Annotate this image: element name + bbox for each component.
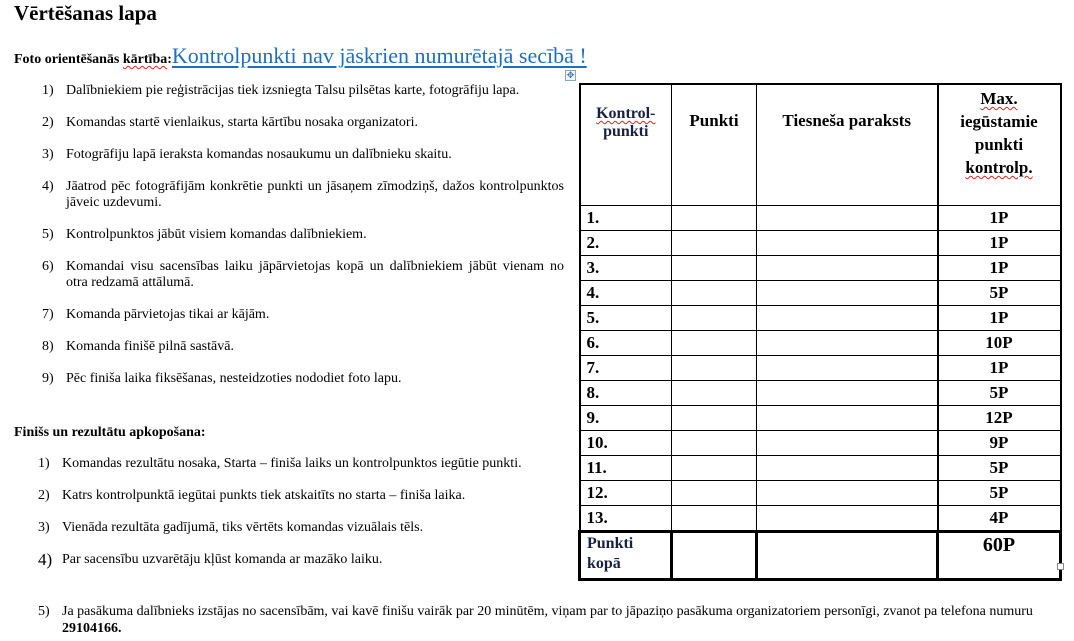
checkpoint-number: 3. [580, 256, 672, 281]
header-points: Punkti [672, 84, 757, 206]
checkpoint-number: 8. [580, 381, 672, 406]
max-points: 5P [938, 456, 1061, 481]
list-item-number: 3) [42, 147, 54, 162]
list-item [42, 83, 564, 99]
table-row [580, 506, 1061, 532]
list-item [38, 550, 564, 569]
list-item-number: 9) [42, 371, 54, 386]
table-row [580, 206, 1061, 231]
list-item [42, 259, 564, 291]
signature-cell[interactable] [757, 306, 938, 331]
max-points: 1P [938, 256, 1061, 281]
points-cell[interactable] [672, 506, 757, 532]
checkpoint-number: 13. [580, 506, 672, 532]
table-row [580, 231, 1061, 256]
list-item-withdrawal [38, 603, 1062, 637]
points-cell[interactable] [672, 206, 757, 231]
signature-cell[interactable] [757, 331, 938, 356]
list-item-number: 2) [38, 488, 50, 503]
list-item [42, 115, 564, 131]
list-item [42, 307, 564, 323]
table-row [580, 306, 1061, 331]
checkpoint-number: 7. [580, 356, 672, 381]
list-item-number: 7) [42, 307, 54, 322]
table-row [580, 381, 1061, 406]
max-points: 10P [938, 331, 1061, 356]
points-cell[interactable] [672, 281, 757, 306]
signature-cell[interactable] [757, 406, 938, 431]
list-item-text: Par sacensību uzvarētāju kļūst komanda ar mazāko laiku. [62, 552, 383, 567]
max-points: 5P [938, 481, 1061, 506]
points-cell[interactable] [672, 381, 757, 406]
signature-cell[interactable] [757, 506, 938, 532]
signature-cell[interactable] [757, 481, 938, 506]
list-item-text: Komandas startē vienlaikus, starta kārtību nosaka organizatori. [66, 115, 418, 130]
total-row [580, 532, 1061, 580]
max-points: 1P [938, 206, 1061, 231]
max-points: 1P [938, 231, 1061, 256]
section-label [14, 52, 172, 67]
list-item-number: 1) [42, 83, 54, 98]
finish-rules-list [38, 456, 564, 584]
checkpoint-number: 2. [580, 231, 672, 256]
header-checkpoint [580, 84, 672, 206]
points-cell[interactable] [672, 331, 757, 356]
signature-cell[interactable] [757, 256, 938, 281]
max-points: 1P [938, 306, 1061, 331]
list-item-text: Katrs kontrolpunktā iegūtai punkts tiek atskaitīts no starta – finiša laika. [62, 488, 466, 503]
list-item-number: 4) [42, 179, 54, 194]
checkpoint-number: 12. [580, 481, 672, 506]
checkpoint-number: 9. [580, 406, 672, 431]
page-title: Vērtēšanas lapa [14, 1, 157, 25]
list-item-number: 1) [38, 456, 50, 471]
list-item [42, 371, 564, 387]
header-text: punkti [603, 123, 649, 140]
rules-list [42, 83, 564, 403]
checkpoint-number: 6. [580, 331, 672, 356]
list-item-text: Ja pasākuma dalībnieks izstājas no sacensībām, vai kavē finišu vairāk par 20 minūtēm, viņam par to jāpaziņo pasākuma organizatoriem personīgi, zvanot pa telefona numuru [62, 604, 1033, 619]
table-row [580, 431, 1061, 456]
list-item [42, 179, 564, 211]
signature-cell[interactable] [757, 231, 938, 256]
signature-cell[interactable] [757, 431, 938, 456]
list-item [42, 339, 564, 355]
list-item-text: Fotogrāfiju lapā ieraksta komandas nosaukumu un dalībnieku skaitu. [66, 147, 452, 162]
header-text: kontrolp. [965, 158, 1033, 177]
list-item [42, 147, 564, 163]
total-max-points: 60P [938, 532, 1061, 580]
table-header-row [580, 84, 1061, 206]
table-row [580, 281, 1061, 306]
table-row [580, 456, 1061, 481]
list-item [42, 227, 564, 243]
list-item-number: 6) [42, 259, 54, 274]
list-item-text: Dalībniekiem pie reģistrācijas tiek izsniegta Talsu pilsētas karte, fotogrāfiju lapa. [66, 83, 520, 98]
list-item-text: Komanda pārvietojas tikai ar kājām. [66, 307, 270, 322]
total-signature-cell[interactable] [757, 532, 938, 580]
header-judge-signature: Tiesneša paraksts [757, 84, 938, 206]
table-resize-handle-icon[interactable] [1057, 563, 1064, 570]
points-cell[interactable] [672, 456, 757, 481]
list-item-number: 3) [38, 520, 50, 535]
max-points: 1P [938, 356, 1061, 381]
total-label [580, 532, 672, 580]
points-cell[interactable] [672, 431, 757, 456]
section-header-rules [14, 43, 587, 69]
checkpoint-number: 10. [580, 431, 672, 456]
signature-cell[interactable] [757, 206, 938, 231]
list-item [38, 488, 564, 504]
phone-number: 29104166. [62, 621, 122, 636]
total-label-text: Punkti [587, 535, 634, 552]
section-label-misspelled-word: kārtība [122, 52, 168, 67]
score-table [578, 83, 1062, 581]
table-row [580, 331, 1061, 356]
signature-cell[interactable] [757, 281, 938, 306]
checkpoint-number: 4. [580, 281, 672, 306]
signature-cell[interactable] [757, 456, 938, 481]
order-note-link[interactable]: Kontrolpunkti nav jāskrien numurētajā secībā ! [171, 43, 587, 68]
section-label-suffix: : [167, 52, 172, 67]
table-move-handle-icon[interactable]: ✥ [566, 70, 575, 80]
points-cell[interactable] [672, 231, 757, 256]
total-points-cell[interactable] [672, 532, 757, 580]
section-header-finish: Finišs un rezultātu apkopošana: [14, 425, 206, 440]
list-item-number: 2) [42, 115, 54, 130]
list-item [38, 520, 564, 536]
max-points: 9P [938, 431, 1061, 456]
list-item-text: Komandai visu sacensības laiku jāpārvietojas kopā un dalībniekiem jābūt vienam no otra redzamā attālumā. [66, 259, 564, 290]
list-item-number: 4) [38, 550, 53, 569]
max-points: 5P [938, 381, 1061, 406]
checkpoint-number: 11. [580, 456, 672, 481]
table-row [580, 256, 1061, 281]
list-item [38, 456, 564, 472]
section-label-prefix: Foto orientēšanās [14, 52, 123, 67]
list-item-text: Komandas rezultātu nosaka, Starta – finiša laiks un kontrolpunktos iegūtie punkti. [62, 456, 522, 471]
list-item-number: 8) [42, 339, 54, 354]
list-item-text: Pēc finiša laika fiksēšanas, nesteidzoties nododiet foto lapu. [66, 371, 402, 386]
table-body [580, 206, 1061, 532]
points-cell[interactable] [672, 406, 757, 431]
header-max-points [938, 84, 1061, 206]
points-cell[interactable] [672, 256, 757, 281]
header-text: Kontrol- [596, 105, 656, 122]
signature-cell[interactable] [757, 381, 938, 406]
list-item-text: Kontrolpunktos jābūt visiem komandas dalībniekiem. [66, 227, 367, 242]
header-text: Max. [980, 89, 1018, 108]
list-item-text: Komanda finišē pilnā sastāvā. [66, 339, 234, 354]
points-cell[interactable] [672, 356, 757, 381]
points-cell[interactable] [672, 481, 757, 506]
max-points: 4P [938, 506, 1061, 532]
table-row [580, 356, 1061, 381]
list-item-text: Jāatrod pēc fotogrāfijām konkrētie punkti un jāsaņem zīmodziņš, dažos kontrolpunktos jāveic uzdevumi. [66, 179, 564, 210]
list-item-number: 5) [42, 227, 54, 242]
table-row [580, 406, 1061, 431]
max-points: 5P [938, 281, 1061, 306]
list-item-number: 5) [38, 604, 50, 619]
list-item-text: Vienāda rezultāta gadījumā, tiks vērtēts komandas vizuālais tēls. [62, 520, 424, 535]
header-text: punkti [974, 135, 1024, 154]
signature-cell[interactable] [757, 356, 938, 381]
checkpoint-number: 5. [580, 306, 672, 331]
max-points: 12P [938, 406, 1061, 431]
total-label-text: kopā [587, 555, 621, 572]
table-row [580, 481, 1061, 506]
points-cell[interactable] [672, 306, 757, 331]
header-text: iegūstamie [960, 112, 1038, 131]
checkpoint-number: 1. [580, 206, 672, 231]
